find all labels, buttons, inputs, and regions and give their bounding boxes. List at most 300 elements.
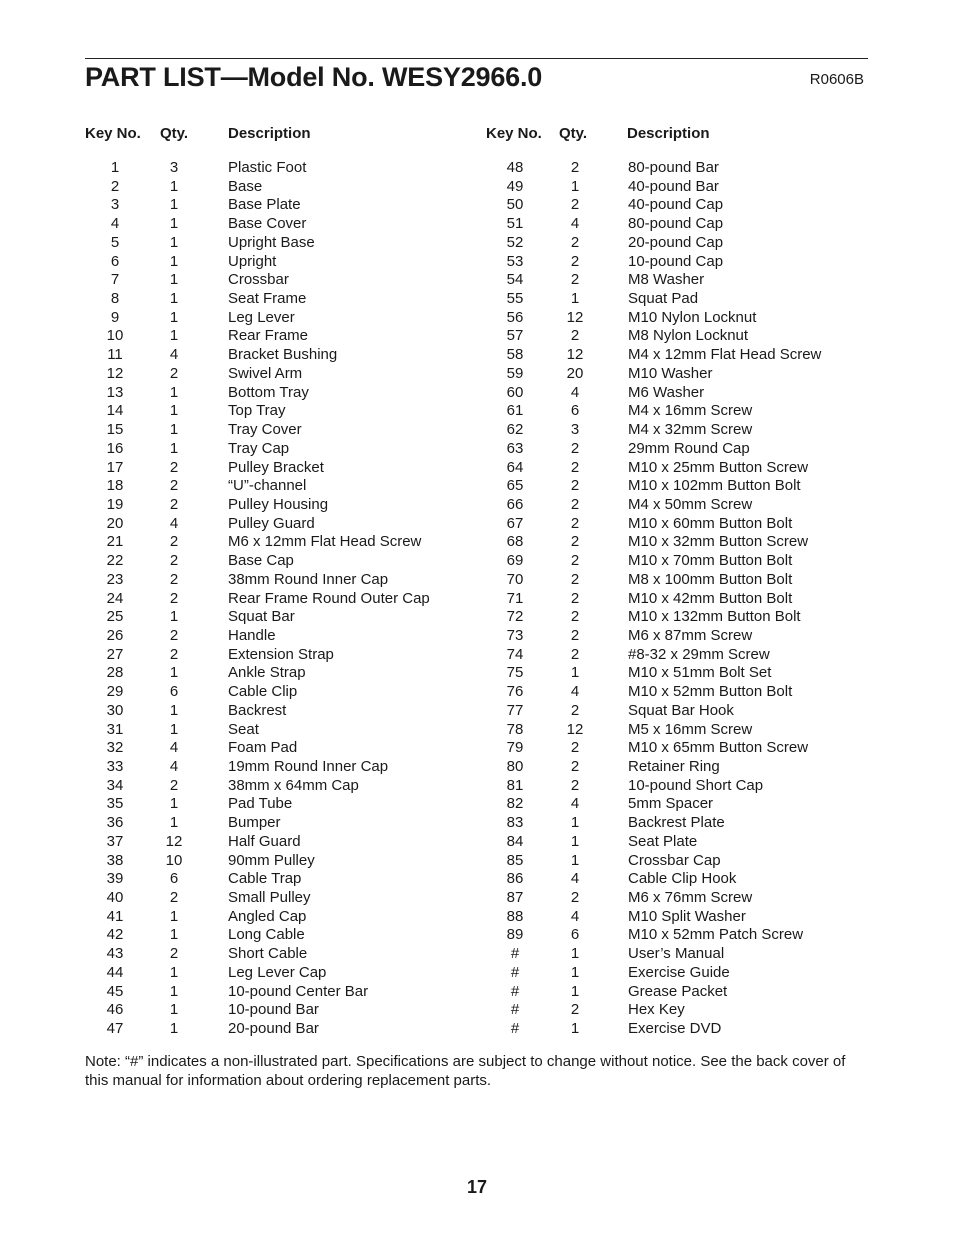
key-no-cell: 72 — [506, 608, 524, 626]
qty-cell: 2 — [169, 552, 179, 570]
qty-cell: 2 — [169, 458, 179, 476]
qty-cell: 4 — [570, 907, 580, 925]
key-no-cell: 47 — [106, 1020, 124, 1038]
qty-cell: 1 — [169, 439, 179, 457]
parts-rows-left — [85, 159, 485, 1039]
qty-cell: 2 — [570, 477, 580, 495]
table-row — [85, 421, 485, 440]
key-no-cell: 38 — [106, 851, 124, 869]
qty-cell: 1 — [169, 177, 179, 195]
qty-cell: 1 — [169, 664, 179, 682]
table-row — [486, 402, 886, 421]
table-row — [85, 1001, 485, 1020]
table-row — [486, 870, 886, 889]
key-no-cell: 60 — [506, 383, 524, 401]
description-cell: Leg Lever Cap — [228, 963, 327, 981]
description-cell: 40-pound Bar — [628, 177, 719, 195]
key-no-cell: 39 — [106, 870, 124, 888]
key-no-cell: 20 — [106, 514, 124, 532]
table-row — [486, 440, 886, 459]
table-row — [486, 908, 886, 927]
description-cell: Grease Packet — [628, 982, 728, 1000]
table-row — [85, 889, 485, 908]
table-row — [85, 440, 485, 459]
key-no-cell: 1 — [110, 159, 120, 176]
description-cell: 38mm Round Inner Cap — [228, 570, 389, 588]
table-row — [486, 758, 886, 777]
key-no-cell: 10 — [106, 327, 124, 345]
table-row — [85, 327, 485, 346]
table-row — [85, 159, 485, 178]
table-row — [85, 196, 485, 215]
table-row — [486, 290, 886, 309]
key-no-cell: 89 — [506, 926, 524, 944]
key-no-cell: 80 — [506, 758, 524, 775]
key-no-cell: 5 — [110, 233, 120, 251]
qty-cell: 2 — [570, 889, 580, 907]
table-row — [486, 777, 886, 796]
key-no-cell: 49 — [506, 177, 524, 195]
table-row — [486, 1001, 886, 1020]
table-row — [486, 889, 886, 908]
description-cell: M6 x 12mm Flat Head Screw — [228, 533, 422, 551]
table-row — [85, 795, 485, 814]
table-row — [85, 721, 485, 740]
description-cell: M10 Nylon Locknut — [628, 308, 757, 326]
key-no-cell: 66 — [506, 495, 524, 513]
parts-table-right — [486, 125, 886, 1038]
revision-code: R0606B — [809, 71, 864, 88]
description-cell: M10 Washer — [628, 364, 713, 382]
table-row — [85, 777, 485, 796]
description-cell: Seat Plate — [628, 832, 698, 850]
description-cell: Crossbar — [228, 271, 289, 289]
qty-cell: 1 — [169, 271, 179, 289]
key-no-cell: 8 — [110, 290, 120, 308]
key-no-cell: 40 — [106, 889, 124, 907]
table-row — [486, 515, 886, 534]
table-row — [85, 178, 485, 197]
key-no-cell: 77 — [506, 701, 524, 719]
table-row — [486, 496, 886, 515]
table-row — [85, 1020, 485, 1039]
description-cell: Hex Key — [628, 1001, 685, 1019]
key-no-cell: 31 — [106, 720, 124, 738]
table-row — [486, 253, 886, 272]
qty-cell: 20 — [566, 364, 584, 382]
table-header — [85, 125, 485, 143]
table-row — [85, 215, 485, 234]
key-no-cell: 73 — [506, 626, 524, 644]
table-row — [486, 702, 886, 721]
table-row — [486, 327, 886, 346]
footnote: Note: “#” indicates a non-illustrated part. Specifications are subject to change without notice. See the back cover of this manual for information about ordering replacement parts. — [85, 1053, 846, 1089]
table-row — [85, 833, 485, 852]
key-no-cell: 79 — [506, 739, 524, 757]
description-cell: M6 Washer — [628, 383, 705, 401]
qty-cell: 12 — [165, 832, 183, 850]
table-row — [486, 571, 886, 590]
key-no-cell: 36 — [106, 814, 124, 832]
key-no-cell: # — [510, 945, 520, 963]
description-cell: Leg Lever — [228, 308, 295, 326]
table-row — [85, 459, 485, 478]
qty-cell: 2 — [570, 701, 580, 719]
description-cell: Swivel Arm — [228, 364, 303, 382]
table-row — [486, 346, 886, 365]
qty-cell: 2 — [169, 533, 179, 551]
key-no-cell: 85 — [506, 851, 524, 869]
description-cell: M10 x 52mm Patch Screw — [628, 926, 804, 944]
key-no-cell: 48 — [506, 159, 524, 176]
key-no-cell: 42 — [106, 926, 124, 944]
description-cell: Pad Tube — [228, 795, 293, 813]
description-header: Description — [228, 125, 311, 142]
key-no-cell: 58 — [506, 346, 524, 364]
key-no-cell: 29 — [106, 683, 124, 701]
key-no-cell: 41 — [106, 907, 124, 925]
table-row — [85, 384, 485, 403]
key-no-cell: 12 — [106, 364, 124, 382]
table-row — [85, 515, 485, 534]
description-cell: 10-pound Bar — [228, 1001, 319, 1019]
table-row — [486, 178, 886, 197]
qty-cell: 4 — [169, 758, 179, 775]
table-row — [486, 852, 886, 871]
key-no-cell: 28 — [106, 664, 124, 682]
qty-cell: 2 — [570, 271, 580, 289]
qty-cell: 4 — [169, 514, 179, 532]
description-cell: 20-pound Bar — [228, 1020, 319, 1038]
table-row — [85, 739, 485, 758]
key-no-cell: 63 — [506, 439, 524, 457]
key-no-cell: 75 — [506, 664, 524, 682]
qty-cell: 4 — [570, 870, 580, 888]
qty-cell: 1 — [570, 664, 580, 682]
qty-cell: 2 — [570, 570, 580, 588]
qty-cell: 2 — [570, 233, 580, 251]
description-cell: M10 x 65mm Button Screw — [628, 739, 809, 757]
qty-cell: 6 — [570, 402, 580, 420]
key-no-cell: 14 — [106, 402, 124, 420]
description-cell: 29mm Round Cap — [628, 439, 750, 457]
table-row — [486, 721, 886, 740]
qty-cell: 2 — [169, 645, 179, 663]
key-no-cell: 19 — [106, 495, 124, 513]
description-cell: Squat Pad — [628, 290, 699, 308]
qty-cell: 3 — [570, 421, 580, 439]
key-no-cell: 23 — [106, 570, 124, 588]
description-cell: Extension Strap — [228, 645, 334, 663]
qty-cell: 1 — [169, 196, 179, 214]
table-row — [486, 795, 886, 814]
table-row — [85, 926, 485, 945]
description-cell: Bracket Bushing — [228, 346, 338, 364]
qty-cell: 4 — [169, 346, 179, 364]
key-no-cell: 17 — [106, 458, 124, 476]
table-row — [85, 571, 485, 590]
description-cell: M4 x 16mm Screw — [628, 402, 753, 420]
table-row — [486, 833, 886, 852]
table-row — [85, 814, 485, 833]
key-no-cell: 52 — [506, 233, 524, 251]
key-no-cell: # — [510, 963, 520, 981]
table-row — [486, 590, 886, 609]
key-no-cell: # — [510, 1001, 520, 1019]
description-cell: Squat Bar Hook — [628, 701, 734, 719]
description-cell: 10-pound Cap — [628, 252, 724, 270]
qty-cell: 2 — [570, 196, 580, 214]
key-no-cell: 62 — [506, 421, 524, 439]
key-no-cell: 21 — [106, 533, 124, 551]
qty-cell: 2 — [169, 477, 179, 495]
qty-cell: 1 — [169, 308, 179, 326]
qty-cell: 1 — [169, 233, 179, 251]
description-cell: #8-32 x 29mm Screw — [628, 645, 770, 663]
description-cell: M10 x 25mm Button Screw — [628, 458, 809, 476]
table-row — [486, 421, 886, 440]
qty-cell: 2 — [169, 364, 179, 382]
table-row — [486, 159, 886, 178]
table-row — [85, 870, 485, 889]
qty-cell: 1 — [570, 945, 580, 963]
qty-cell: 1 — [169, 252, 179, 270]
description-cell: Short Cable — [228, 945, 308, 963]
key-no-cell: 43 — [106, 945, 124, 963]
description-cell: Backrest — [228, 701, 287, 719]
key-no-cell: 33 — [106, 758, 124, 775]
description-cell: 10-pound Center Bar — [228, 982, 369, 1000]
qty-cell: 2 — [570, 159, 580, 176]
description-cell: Crossbar Cap — [628, 851, 721, 869]
description-cell: M10 x 132mm Button Bolt — [628, 608, 801, 626]
description-cell: Ankle Strap — [228, 664, 306, 682]
description-cell: Retainer Ring — [628, 758, 720, 775]
table-row — [85, 852, 485, 871]
qty-cell: 2 — [570, 758, 580, 775]
key-no-cell: 61 — [506, 402, 524, 420]
description-cell: Exercise Guide — [628, 963, 730, 981]
key-no-cell: 54 — [506, 271, 524, 289]
key-no-cell: 57 — [506, 327, 524, 345]
table-row — [486, 739, 886, 758]
description-cell: Seat — [228, 720, 259, 738]
qty-header: Qty. — [559, 125, 588, 142]
qty-cell: 2 — [570, 645, 580, 663]
qty-cell: 2 — [570, 776, 580, 794]
qty-cell: 6 — [570, 926, 580, 944]
key-no-cell: 3 — [110, 196, 120, 214]
key-no-cell: 6 — [110, 252, 120, 270]
table-row — [85, 477, 485, 496]
description-cell: Cable Trap — [228, 870, 302, 888]
qty-cell: 1 — [169, 926, 179, 944]
description-cell: M10 x 51mm Bolt Set — [628, 664, 772, 682]
description-cell: 80-pound Bar — [628, 159, 719, 176]
table-row — [85, 664, 485, 683]
key-no-cell: 4 — [110, 215, 120, 233]
table-row — [486, 983, 886, 1002]
description-cell: Bumper — [228, 814, 281, 832]
description-cell: M10 x 52mm Button Bolt — [628, 683, 793, 701]
key-no-cell: 74 — [506, 645, 524, 663]
table-row — [85, 964, 485, 983]
qty-cell: 2 — [570, 533, 580, 551]
table-row — [85, 271, 485, 290]
key-no-cell: 7 — [110, 271, 120, 289]
description-cell: Pulley Bracket — [228, 458, 324, 476]
table-row — [486, 814, 886, 833]
description-cell: M10 x 60mm Button Bolt — [628, 514, 793, 532]
qty-cell: 1 — [169, 907, 179, 925]
key-no-cell: 22 — [106, 552, 124, 570]
table-row — [486, 552, 886, 571]
description-cell: Tray Cap — [228, 439, 290, 457]
qty-cell: 1 — [570, 814, 580, 832]
description-cell: M8 Nylon Locknut — [628, 327, 749, 345]
qty-cell: 2 — [570, 514, 580, 532]
key-no-cell: 44 — [106, 963, 124, 981]
key-no-cell: 16 — [106, 439, 124, 457]
description-cell: Small Pulley — [228, 889, 311, 907]
description-cell: 90mm Pulley — [228, 851, 315, 869]
description-cell: Upright Base — [228, 233, 315, 251]
table-row — [486, 683, 886, 702]
qty-cell: 4 — [570, 795, 580, 813]
table-row — [486, 926, 886, 945]
key-no-cell: 78 — [506, 720, 524, 738]
table-row — [85, 552, 485, 571]
description-cell: Base — [228, 177, 263, 195]
qty-cell: 1 — [169, 290, 179, 308]
qty-cell: 2 — [570, 608, 580, 626]
qty-cell: 10 — [165, 851, 183, 869]
description-cell: Pulley Housing — [228, 495, 329, 513]
description-cell: M4 x 50mm Screw — [628, 495, 753, 513]
key-no-cell: 26 — [106, 626, 124, 644]
qty-cell: 12 — [566, 308, 584, 326]
description-cell: Tray Cover — [228, 421, 302, 439]
key-no-cell: 25 — [106, 608, 124, 626]
qty-cell: 2 — [169, 945, 179, 963]
qty-cell: 3 — [169, 159, 179, 176]
description-cell: M8 Washer — [628, 271, 705, 289]
table-row — [486, 964, 886, 983]
key-no-cell: 53 — [506, 252, 524, 270]
table-row — [85, 683, 485, 702]
qty-cell: 1 — [169, 1001, 179, 1019]
description-cell: Long Cable — [228, 926, 305, 944]
qty-cell: 1 — [169, 608, 179, 626]
table-row — [486, 1020, 886, 1039]
qty-cell: 1 — [169, 327, 179, 345]
qty-cell: 2 — [570, 739, 580, 757]
key-no-cell: 76 — [506, 683, 524, 701]
table-row — [85, 702, 485, 721]
key-no-cell: 59 — [506, 364, 524, 382]
key-no-cell: 65 — [506, 477, 524, 495]
qty-cell: 1 — [169, 421, 179, 439]
key-no-cell: 87 — [506, 889, 524, 907]
description-cell: Base Plate — [228, 196, 301, 214]
table-row — [85, 253, 485, 272]
description-cell: 38mm x 64mm Cap — [228, 776, 359, 794]
table-row — [85, 365, 485, 384]
qty-cell: 2 — [570, 589, 580, 607]
qty-cell: 1 — [169, 795, 179, 813]
key-no-cell: 11 — [107, 346, 123, 364]
key-no-cell: # — [510, 982, 520, 1000]
qty-cell: 1 — [169, 383, 179, 401]
table-row — [85, 346, 485, 365]
description-cell: Exercise DVD — [628, 1020, 722, 1038]
description-cell: M5 x 16mm Screw — [628, 720, 753, 738]
qty-cell: 1 — [570, 1020, 580, 1038]
description-cell: Seat Frame — [228, 290, 307, 308]
qty-cell: 2 — [169, 495, 179, 513]
table-row — [85, 402, 485, 421]
qty-cell: 2 — [570, 626, 580, 644]
description-cell: 5mm Spacer — [628, 795, 714, 813]
table-row — [486, 196, 886, 215]
table-row — [85, 533, 485, 552]
qty-cell: 2 — [570, 327, 580, 345]
qty-header: Qty. — [160, 125, 189, 142]
description-cell: Cable Clip Hook — [628, 870, 737, 888]
qty-cell: 2 — [169, 589, 179, 607]
table-row — [85, 983, 485, 1002]
qty-cell: 2 — [570, 458, 580, 476]
qty-cell: 2 — [169, 626, 179, 644]
table-row — [85, 590, 485, 609]
table-row — [486, 646, 886, 665]
table-row — [85, 608, 485, 627]
table-row — [486, 215, 886, 234]
table-row — [486, 477, 886, 496]
qty-cell: 1 — [169, 1020, 179, 1038]
description-cell: Rear Frame — [228, 327, 309, 345]
description-cell: 10-pound Short Cap — [628, 776, 764, 794]
key-no-cell: 86 — [506, 870, 524, 888]
qty-cell: 1 — [169, 701, 179, 719]
key-no-cell: 70 — [506, 570, 524, 588]
description-cell: Base Cap — [228, 552, 294, 570]
table-row — [85, 309, 485, 328]
description-cell: M10 x 32mm Button Screw — [628, 533, 809, 551]
table-row — [85, 627, 485, 646]
description-cell: 80-pound Cap — [628, 215, 724, 233]
page-number: 17 — [466, 1177, 488, 1197]
description-cell: Pulley Guard — [228, 514, 315, 532]
description-cell: Handle — [228, 626, 276, 644]
key-no-cell: 30 — [106, 701, 124, 719]
qty-cell: 12 — [566, 720, 584, 738]
key-no-cell: 68 — [506, 533, 524, 551]
description-cell: Squat Bar — [228, 608, 295, 626]
description-cell: Top Tray — [228, 402, 286, 420]
key-no-cell: 64 — [506, 458, 524, 476]
key-no-cell: 27 — [106, 645, 124, 663]
table-row — [85, 234, 485, 253]
qty-cell: 2 — [570, 439, 580, 457]
key-no-header: Key No. — [486, 125, 542, 142]
description-cell: Bottom Tray — [228, 383, 309, 401]
qty-cell: 2 — [169, 570, 179, 588]
description-cell: 19mm Round Inner Cap — [228, 758, 389, 775]
qty-cell: 2 — [570, 252, 580, 270]
qty-cell: 1 — [169, 402, 179, 420]
description-cell: 40-pound Cap — [628, 196, 724, 214]
